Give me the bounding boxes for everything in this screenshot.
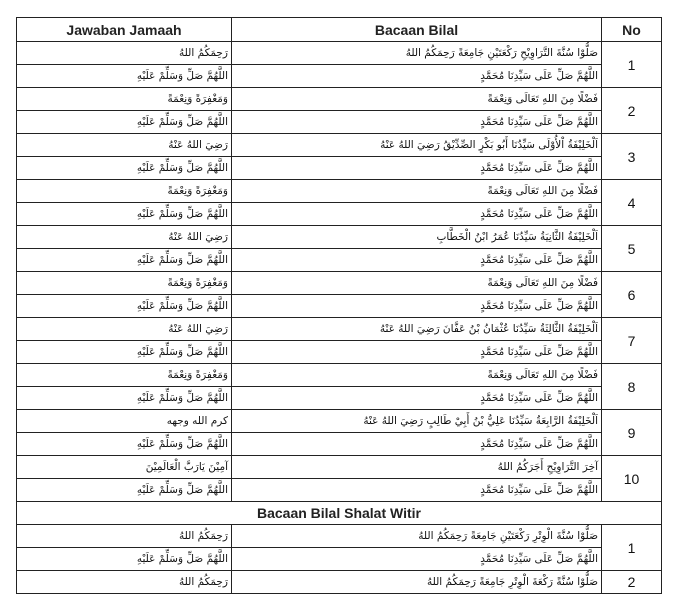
tarawih-number-cell: 7 [602,318,662,364]
tarawih-bacaan-bilal-cell: اَلْخَلِيْفَةُ الثَّالِثَةُ سَيِّدُنَا عُثْمَانُ بْنُ عَفَّانَ رَضِيَ اللهُ عَنْهُ [232,318,602,341]
table-row [17,295,662,318]
header-jawaban-jamaah: Jawaban Jamaah [17,18,232,42]
tarawih-number-cell: 10 [602,456,662,502]
tarawih-jawaban-jamaah-cell: وَمَغْفِرَةً وَنِعْمَةً [17,180,232,203]
tarawih-bacaan-bilal-cell: آخِرَ التَّرَاوِيْحِ أَجَرَكُمُ اللهُ [232,456,602,479]
tarawih-number-cell: 5 [602,226,662,272]
table-row [17,456,662,479]
tarawih-bacaan-bilal-cell: اَلْخَلِيْفَةُ الرَّابِعَةُ سَيِّدُنَا عَلِيُّ بْنُ أَبِيْ طَالِبٍ رَضِيَ اللهُ عَنْهُ [232,410,602,433]
tarawih-bacaan-bilal-cell: اللَّهُمَّ صَلِّ عَلَى سَيِّدِنَا مُحَمَّدٍ [232,203,602,226]
tarawih-jawaban-jamaah-cell: اللَّهُمَّ صَلِّ وَسَلِّمْ عَلَيْهِ [17,433,232,456]
tarawih-jawaban-jamaah-cell: رَضِيَ اللهُ عَنْهُ [17,134,232,157]
tarawih-bacaan-bilal-cell: اللَّهُمَّ صَلِّ عَلَى سَيِّدِنَا مُحَمَّدٍ [232,433,602,456]
tarawih-jawaban-jamaah-cell: وَمَغْفِرَةً وَنِعْمَةً [17,272,232,295]
tarawih-jawaban-jamaah-cell: وَمَغْفِرَةً وَنِعْمَةً [17,88,232,111]
tarawih-number-cell: 3 [602,134,662,180]
tarawih-jawaban-jamaah-cell: رَحِمَكُمُ اللهُ [17,42,232,65]
table-row [17,387,662,410]
witir-section [17,525,662,594]
table-row [17,226,662,249]
witir-title-section [17,502,662,525]
tarawih-jawaban-jamaah-cell: وَمَغْفِرَةً وَنِعْمَةً [17,364,232,387]
tarawih-bacaan-bilal-cell: اللَّهُمَّ صَلِّ عَلَى سَيِّدِنَا مُحَمَّدٍ [232,65,602,88]
tarawih-section [17,42,662,502]
table-row [17,272,662,295]
table-row [17,111,662,134]
table-row [17,433,662,456]
tarawih-jawaban-jamaah-cell: اللَّهُمَّ صَلِّ وَسَلِّمْ عَلَيْهِ [17,479,232,502]
tarawih-bacaan-bilal-cell: اللَّهُمَّ صَلِّ عَلَى سَيِّدِنَا مُحَمَّدٍ [232,157,602,180]
tarawih-jawaban-jamaah-cell: اللَّهُمَّ صَلِّ وَسَلِّمْ عَلَيْهِ [17,341,232,364]
table-row [17,249,662,272]
tarawih-jawaban-jamaah-cell: اللَّهُمَّ صَلِّ وَسَلِّمْ عَلَيْهِ [17,295,232,318]
witir-bacaan-bilal-cell: صَلُّوْا سُنَّةَ الْوِتْرِ رَكْعَتَيْنِ جَامِعَةً رَحِمَكُمُ اللهُ [232,525,602,548]
bilal-table [16,17,662,594]
tarawih-bacaan-bilal-cell: اللَّهُمَّ صَلِّ عَلَى سَيِّدِنَا مُحَمَّدٍ [232,479,602,502]
header-no: No [602,18,662,42]
tarawih-number-cell: 2 [602,88,662,134]
table-row [17,318,662,341]
table-row [17,157,662,180]
witir-jawaban-jamaah-cell: رَحِمَكُمُ اللهُ [17,525,232,548]
witir-number-cell: 2 [602,571,662,594]
tarawih-number-cell: 1 [602,42,662,88]
table-row [17,42,662,65]
tarawih-bacaan-bilal-cell: اللَّهُمَّ صَلِّ عَلَى سَيِّدِنَا مُحَمَّدٍ [232,111,602,134]
witir-bacaan-bilal-cell: صَلُّوْا سُنَّةً رَكْعَةَ الْوِتْرِ جَامِعَةً رَحِمَكُمُ اللهُ [232,571,602,594]
table-row [17,571,662,594]
tarawih-bacaan-bilal-cell: فَضْلًا مِنَ اللهِ تَعَالَى وَنِعْمَةً [232,88,602,111]
tarawih-number-cell: 6 [602,272,662,318]
tarawih-bacaan-bilal-cell: اللَّهُمَّ صَلِّ عَلَى سَيِّدِنَا مُحَمَّدٍ [232,295,602,318]
table-row [17,341,662,364]
table-row [17,134,662,157]
section-title-row [17,502,662,525]
tarawih-jawaban-jamaah-cell: كرم الله وجهه [17,410,232,433]
header-bacaan-bilal: Bacaan Bilal [232,18,602,42]
tarawih-number-cell: 4 [602,180,662,226]
tarawih-bacaan-bilal-cell: فَضْلًا مِنَ اللهِ تَعَالَى وَنِعْمَةً [232,272,602,295]
witir-jawaban-jamaah-cell: رَحِمَكُمُ اللهُ [17,571,232,594]
table-row [17,203,662,226]
tarawih-jawaban-jamaah-cell: رَضِيَ اللهُ عَنْهُ [17,226,232,249]
table-row [17,364,662,387]
tarawih-number-cell: 8 [602,364,662,410]
tarawih-bacaan-bilal-cell: اللَّهُمَّ صَلِّ عَلَى سَيِّدِنَا مُحَمَّدٍ [232,249,602,272]
table-header-row [17,18,662,42]
tarawih-bacaan-bilal-cell: اللَّهُمَّ صَلِّ عَلَى سَيِّدِنَا مُحَمَّدٍ [232,341,602,364]
witir-bacaan-bilal-cell: اللَّهُمَّ صَلِّ عَلَى سَيِّدِنَا مُحَمَّدٍ [232,548,602,571]
tarawih-jawaban-jamaah-cell: اللَّهُمَّ صَلِّ وَسَلِّمْ عَلَيْهِ [17,387,232,410]
tarawih-bacaan-bilal-cell: فَضْلًا مِنَ اللهِ تَعَالَى وَنِعْمَةً [232,364,602,387]
tarawih-jawaban-jamaah-cell: اللَّهُمَّ صَلِّ وَسَلِّمْ عَلَيْهِ [17,157,232,180]
tarawih-bacaan-bilal-cell: فَضْلًا مِنَ اللهِ تَعَالَى وَنِعْمَةً [232,180,602,203]
tarawih-bacaan-bilal-cell: اَلْخَلِيْفَةُ اْلأُوْلَى سَيِّدُنَا أَبُو بَكْرٍ الصِّدِّيْقُ رَضِيَ اللهُ عَنْهُ [232,134,602,157]
tarawih-bacaan-bilal-cell: اَلْخَلِيْفَةُ الثَّانِيَةُ سَيِّدُنَا عُمَرُ ابْنُ الْخَطَّابِ [232,226,602,249]
table-row [17,548,662,571]
tarawih-jawaban-jamaah-cell: اللَّهُمَّ صَلِّ وَسَلِّمْ عَلَيْهِ [17,111,232,134]
tarawih-jawaban-jamaah-cell: اللَّهُمَّ صَلِّ وَسَلِّمْ عَلَيْهِ [17,249,232,272]
table-row [17,525,662,548]
table-row [17,88,662,111]
table-row [17,180,662,203]
table-row [17,479,662,502]
document-page [16,17,662,594]
witir-number-cell: 1 [602,525,662,571]
tarawih-jawaban-jamaah-cell: اللَّهُمَّ صَلِّ وَسَلِّمْ عَلَيْهِ [17,203,232,226]
tarawih-bacaan-bilal-cell: صَلُّوْا سُنَّةَ التَّرَاوِيْحِ رَكْعَتَيْنِ جَامِعَةً رَحِمَكُمُ اللهُ [232,42,602,65]
tarawih-jawaban-jamaah-cell: رَضِيَ اللهُ عَنْهُ [17,318,232,341]
table-row [17,65,662,88]
witir-section-title: Bacaan Bilal Shalat Witir [17,502,662,525]
tarawih-jawaban-jamaah-cell: اللَّهُمَّ صَلِّ وَسَلِّمْ عَلَيْهِ [17,65,232,88]
witir-jawaban-jamaah-cell: اللَّهُمَّ صَلِّ وَسَلِّمْ عَلَيْهِ [17,548,232,571]
tarawih-jawaban-jamaah-cell: آمِيْنَ يَارَبَّ الْعَالَمِيْنَ [17,456,232,479]
tarawih-bacaan-bilal-cell: اللَّهُمَّ صَلِّ عَلَى سَيِّدِنَا مُحَمَّدٍ [232,387,602,410]
tarawih-number-cell: 9 [602,410,662,456]
table-row [17,410,662,433]
